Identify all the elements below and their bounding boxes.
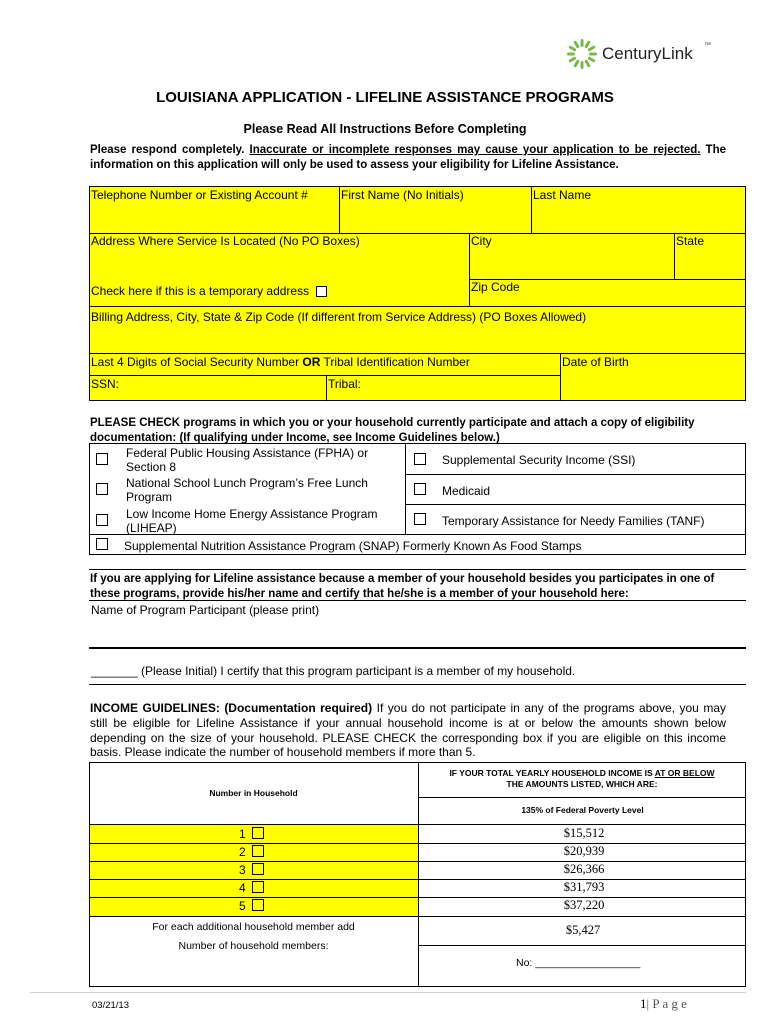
program-label: Supplemental Security Income (SSI) bbox=[442, 453, 636, 467]
household-count: 3 bbox=[239, 863, 246, 877]
divider bbox=[89, 306, 746, 307]
footer-divider bbox=[30, 992, 746, 993]
page-number: 1| P a g e bbox=[640, 996, 687, 1011]
household-count: 4 bbox=[239, 881, 246, 895]
participant-name-line bbox=[89, 647, 746, 649]
tanf-checkbox[interactable] bbox=[414, 513, 426, 525]
divider bbox=[674, 233, 675, 279]
program-label: Low Income Home Energy Assistance Program (LIHEAP) bbox=[126, 507, 378, 535]
income-amount: $37,220 bbox=[563, 898, 605, 912]
section-divider bbox=[89, 569, 746, 570]
divider bbox=[405, 504, 746, 505]
telephone-field[interactable]: Telephone Number or Existing Account # bbox=[91, 188, 308, 202]
household-count: 2 bbox=[239, 845, 246, 859]
income-row-5 bbox=[89, 897, 746, 915]
ssn-field[interactable]: SSN: bbox=[91, 377, 120, 391]
household-4-checkbox[interactable] bbox=[252, 881, 264, 893]
income-row-1 bbox=[89, 825, 746, 843]
poverty-level-header: 135% of Federal Poverty Level bbox=[521, 805, 644, 815]
logo-text: CenturyLink bbox=[602, 44, 693, 63]
divider bbox=[89, 684, 746, 685]
household-members-field[interactable]: No: __________________ bbox=[516, 957, 641, 969]
divider bbox=[418, 797, 746, 798]
divider bbox=[405, 474, 746, 475]
income-amount: $15,512 bbox=[563, 826, 605, 840]
household-count: 5 bbox=[239, 899, 246, 913]
household-members-label: Number of household members: bbox=[178, 940, 329, 952]
divider bbox=[89, 375, 560, 376]
household-5-checkbox[interactable] bbox=[252, 899, 264, 911]
income-guidelines-paragraph: INCOME GUIDELINES: (Documentation required) If you do not participate in any of the programs above, you may still be eligible for Lifeline Assistance if your annual household income is at or below the amounts shown below depending on the size of your household. PLEASE CHECK the corresponding box if you are eligible on this income basis. Please indicate the number of household members if more than 5. bbox=[90, 701, 726, 760]
intro-lead: Please respond completely. bbox=[90, 144, 245, 156]
household-1-checkbox[interactable] bbox=[252, 827, 264, 839]
medicaid-checkbox[interactable] bbox=[414, 483, 426, 495]
divider bbox=[469, 233, 470, 306]
intro-paragraph bbox=[90, 143, 726, 172]
fpha-checkbox[interactable] bbox=[96, 453, 108, 465]
divider bbox=[418, 945, 746, 946]
footer-date: 03/21/13 bbox=[92, 1000, 129, 1011]
liheap-checkbox[interactable] bbox=[96, 514, 108, 526]
income-row-2 bbox=[89, 843, 746, 861]
certify-initial-field[interactable]: _______ (Please Initial) I certify that this program participant is a member of my household. bbox=[91, 664, 576, 678]
programs-heading: PLEASE CHECK programs in which you or your household currently participate and attach a copy of eligibility documentation: (If qualifying under Income, see Income Guidelines below.) bbox=[90, 417, 695, 444]
intro-rest: The information on this application will only be used to assess your eligibility for Lifeline Assistance. bbox=[90, 144, 726, 171]
snap-checkbox[interactable] bbox=[96, 538, 108, 550]
household-column-header: Number in Household bbox=[209, 788, 298, 798]
income-row-3 bbox=[89, 861, 746, 879]
billing-address-field[interactable]: Billing Address, City, State & Zip Code (If different from Service Address) (PO Boxes Allowed) bbox=[91, 310, 587, 324]
first-name-field[interactable]: First Name (No Initials) bbox=[341, 188, 464, 202]
logo-tm: ™ bbox=[704, 42, 711, 49]
divider bbox=[89, 600, 746, 601]
intro-warning: Inaccurate or incomplete responses may cause your application to be rejected. bbox=[249, 144, 701, 156]
household-heading: If you are applying for Lifeline assistance because a member of your household besides you participates in one of these programs, provide his/her name and certify that he/she is a member of your household here: bbox=[90, 573, 715, 600]
city-field[interactable]: City bbox=[471, 234, 492, 248]
household-3-checkbox[interactable] bbox=[252, 863, 264, 875]
divider bbox=[339, 186, 340, 233]
program-label: Supplemental Nutrition Assistance Program (SNAP) Formerly Known As Food Stamps bbox=[124, 539, 582, 553]
income-amount: $26,366 bbox=[563, 862, 605, 876]
income-amount: $31,793 bbox=[563, 880, 605, 894]
additional-member-label: For each additional household member add bbox=[152, 921, 355, 933]
tribal-field[interactable]: Tribal: bbox=[328, 377, 361, 391]
divider bbox=[326, 375, 327, 401]
divider bbox=[89, 353, 746, 354]
additional-member-amount: $5,427 bbox=[565, 923, 601, 937]
nslp-checkbox[interactable] bbox=[96, 483, 108, 495]
household-count: 1 bbox=[239, 827, 246, 841]
program-label: Federal Public Housing Assistance (FPHA) or Section 8 bbox=[126, 446, 369, 474]
program-label: National School Lunch Program’s Free Lunch Program bbox=[126, 476, 368, 504]
address-field[interactable]: Address Where Service Is Located (No PO Boxes) bbox=[91, 234, 360, 248]
date-of-birth-field[interactable]: Date of Birth bbox=[562, 355, 629, 369]
divider bbox=[405, 443, 406, 534]
ssi-checkbox[interactable] bbox=[414, 453, 426, 465]
page-subtitle: Please Read All Instructions Before Completing bbox=[243, 122, 527, 136]
centurylink-logo bbox=[566, 38, 726, 70]
temporary-address-label: Check here if this is a temporary address bbox=[91, 284, 327, 298]
program-label: Medicaid bbox=[442, 484, 491, 498]
divider bbox=[560, 353, 561, 401]
state-field[interactable]: State bbox=[676, 234, 705, 248]
zip-code-field[interactable]: Zip Code bbox=[471, 280, 520, 294]
income-row-4 bbox=[89, 879, 746, 897]
program-label: Temporary Assistance for Needy Families (TANF) bbox=[442, 514, 705, 528]
household-2-checkbox[interactable] bbox=[252, 845, 264, 857]
ssn-tribal-heading: Last 4 Digits of Social Security Number OR Tribal Identification Number bbox=[91, 355, 470, 369]
participant-name-field[interactable]: Name of Program Participant (please print) bbox=[91, 603, 320, 617]
income-amount: $20,939 bbox=[563, 844, 605, 858]
divider bbox=[531, 186, 532, 233]
divider bbox=[89, 916, 746, 917]
temporary-address-checkbox[interactable] bbox=[316, 286, 327, 297]
centurylink-logo-icon bbox=[566, 38, 598, 70]
last-name-field[interactable]: Last Name bbox=[533, 188, 592, 202]
income-column-header: IF YOUR TOTAL YEARLY HOUSEHOLD INCOME IS AT OR BELOW THE AMOUNTS LISTED, WHICH ARE: bbox=[449, 768, 715, 789]
page-title: LOUISIANA APPLICATION - LIFELINE ASSISTANCE PROGRAMS bbox=[156, 89, 614, 106]
